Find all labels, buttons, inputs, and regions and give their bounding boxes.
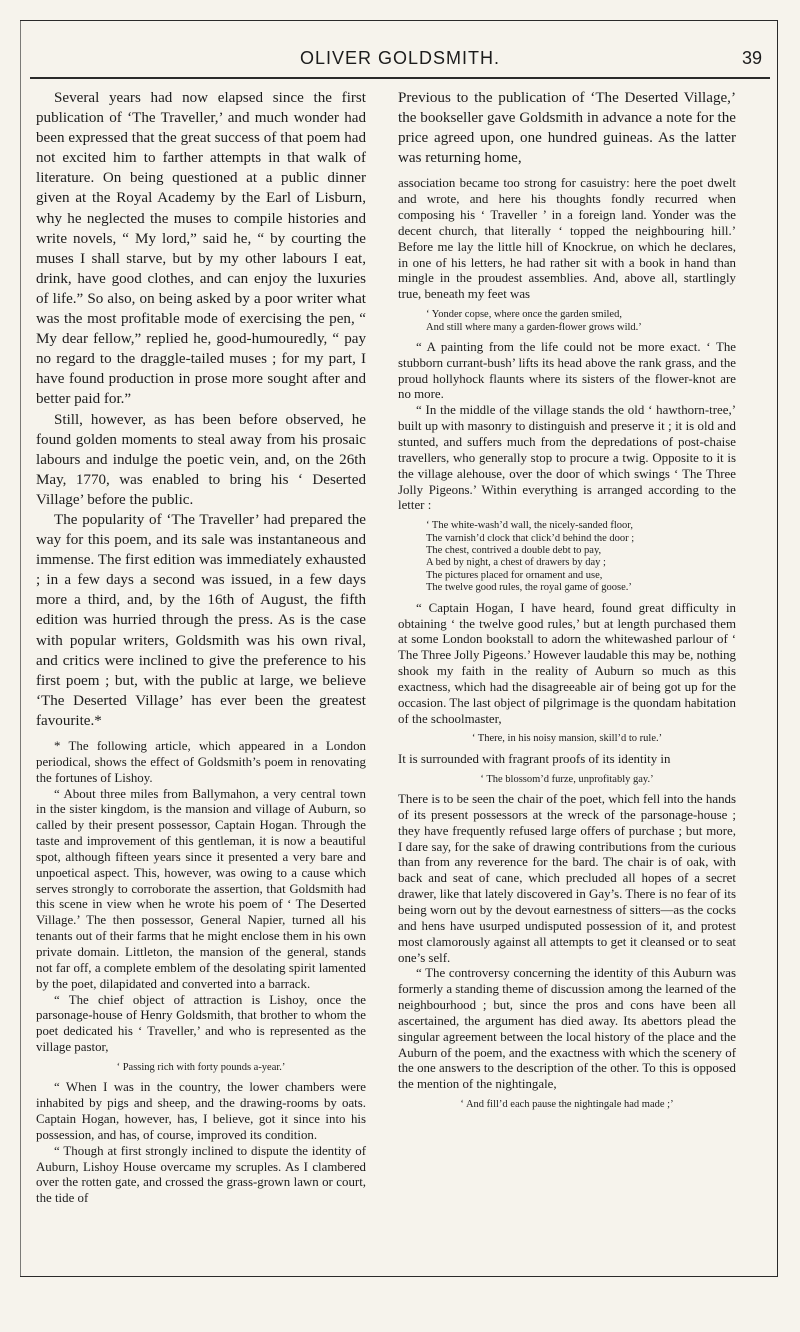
verse-line: And still where many a garden-flower grows wild.’ xyxy=(426,321,642,333)
footnote-paragraph: It is surrounded with fragrant proofs of its identity in xyxy=(398,751,671,766)
verse-quotation: ‘ Passing rich with forty pounds a-year.’ xyxy=(116,1061,286,1073)
verse-quotation xyxy=(426,520,736,594)
footnote-paragraph: association became too strong for casuistry: here the poet dwelt and wrote, and here his thoughts fondly recurred when composing his ‘ Traveller ’ in a foreign land. Yonder was the decent church, that literally ‘ topped the neighbouring hill.’ Before me lay the little hill of Knockrue, on which he declares, in one of his letters, he had rather sit with a book in hand than mingle in the proudest assemblies. And, above all, startlingly true, beneath my feet was xyxy=(398,176,736,302)
verse-line: A bed by night, a chest of drawers by day ; xyxy=(426,557,606,569)
verse-line: The pictures placed for ornament and use, xyxy=(426,569,603,581)
left-column xyxy=(36,88,366,1207)
footnote-paragraph: “ In the middle of the village stands the old ‘ hawthorn-tree,’ built up with masonry to distinguish and preserve it ; it is old and stunted, and suffers much from the depredations of post-chaise travellers, who generally stop to procure a twig. Opposite to it is the village alehouse, over the door of which swings ‘ The Three Jolly Pigeons.’ Within everything is arranged according to the letter : xyxy=(398,403,736,513)
page-number: 39 xyxy=(742,48,763,68)
verse-line: The chest, contrived a double debt to pay, xyxy=(426,545,602,557)
verse-line: ‘ The white-wash’d wall, the nicely-sanded floor, xyxy=(426,520,633,532)
footnote-paragraph: “ Though at first strongly inclined to dispute the identity of Auburn, Lishoy House overcame my scruples. As I clambered over the rotten gate, and crossed the grass-grown lawn or court, the tide of xyxy=(36,1143,366,1206)
verse-quotation: ‘ There, in his noisy mansion, skill’d to rule.’ xyxy=(471,733,663,745)
footnote-paragraph: * The following article, which appeared in a London periodical, shows the effect of Goldsmith’s poem in renovating the fortunes of Lishoy. xyxy=(36,739,366,785)
body-paragraph: Several years had now elapsed since the first publication of ‘The Traveller,’ and much wonder had been expressed that the great success of that poem had not excited him to farther attempts in that walk of literature. On being questioned at a public dinner given at the Royal Academy by the Earl of Lisburn, why he neglected the muses to compile histories and write novels, “ My lord,” said he, “ by courting the muses I shall starve, but by my other labours I eat, drink, have good clothes, and can enjoy the luxuries of life.” So also, on being asked by a poor writer what was the most profitable mode of exercising the pen, “ My dear fellow,” replied he, good-humouredly, “ pay no regard to the draggle-tailed muses ; for my part, I have found production in prose more sought after and better paid for.” xyxy=(36,90,366,408)
footnote-paragraph: “ When I was in the country, the lower chambers were inhabited by pigs and sheep, and the drawing-rooms by oats. Captain Hogan, however, has, I believe, got it since into his possession, and has, of course, improved its condition. xyxy=(36,1080,366,1142)
body-paragraph: Previous to the publication of ‘The Deserted Village,’ the bookseller gave Goldsmith in advance a note for the price agreed upon, one hundred guineas. As the latter was returning home, xyxy=(398,90,736,167)
running-title: OLIVER GOLDSMITH. xyxy=(299,48,501,68)
body-paragraph: Still, however, as has been before observed, he found golden moments to steal away from his prosaic labours and indulge the poetic vein, and, on the 26th May, 1770, was enabled to bring his ‘ Deserted Village’ before the public. xyxy=(36,411,366,508)
bottom-border-rule xyxy=(20,1276,778,1277)
footnote-paragraph: “ A painting from the life could not be more exact. ‘ The stubborn currant-bush’ lifts its head above the rank grass, and the proud hollyhock flaunts where its sisters of the flower-knot are no more. xyxy=(398,339,736,402)
left-border-rule xyxy=(20,20,21,1277)
verse-quotation xyxy=(426,309,736,334)
verse-line: ‘ Yonder copse, where once the garden smiled, xyxy=(426,309,622,321)
right-column xyxy=(398,88,736,1118)
footnote-paragraph: There is to be seen the chair of the poet, which fell into the hands of its present possessors at the wreck of the parsonage-house ; they have frequently refused large offers of purchase ; but more, I dare say, for the sake of drawing contributions from the curious than from any reverence for the bard. The chair is of oak, with back and seat of cane, which precluded all hopes of a secret drawer, like that lately discovered in Gay’s. There is no fear of its being worn out by the devout earnestness of sitters—as the cocks and hens have usurped undisputed possession of it, and protest most clamorously against all attempts to get it cleansed or to seat one’s self. xyxy=(398,792,736,965)
footnote-paragraph: “ Captain Hogan, I have heard, found great difficulty in obtaining ‘ the twelve good rules,’ but at length purchased them at some London bookstall to adorn the whitewashed parlour of ‘ The Three Jolly Pigeons.’ However laudable this may be, nothing shook my faith in the reality of Auburn so much as this exactness, which had the disagreeable air of being got up for the occasion. The last object of pilgrimage is the quondam habitation of the schoolmaster, xyxy=(398,600,736,726)
body-paragraph: The popularity of ‘The Traveller’ had prepared the way for this poem, and its sale was instantaneous and immense. The first edition was immediately exhausted ; in a few days a second was issued, in a few days more a third, and, by the 16th of August, the fifth edition was hurried through the press. As is the case with popular writers, Goldsmith was his own rival, and critics were inclined to give the preference to his first poem ; but, with the public at large, we believe ‘The Deserted Village’ has ever been the greatest favourite.* xyxy=(36,511,366,729)
footnote-paragraph: “ About three miles from Ballymahon, a very central town in the sister kingdom, is the mansion and village of Auburn, so called by their present possessor, Captain Hogan. Through the taste and improvement of this gentleman, it is now a beautiful spot, although fifteen years since it presented a very bare and unpoetical aspect. This, however, was owing to a cause which serves strongly to corroborate the assertion, that Goldsmith had this scene in view when he wrote his poem of ‘ The Deserted Village.’ The then possessor, General Napier, turned all his tenants out of their farms that he might enclose them in his own private domain. Littleton, the mansion of the general, stands not far off, a complete emblem of the desolating spirit lamented by the poet, dilapidated and converted into a barrack. xyxy=(36,786,366,991)
right-border-rule xyxy=(777,20,778,1277)
top-border-rule xyxy=(20,20,778,21)
verse-line: The varnish’d clock that click’d behind the door ; xyxy=(426,532,635,544)
verse-quotation: ‘ And fill’d each pause the nightingale had made ;’ xyxy=(460,1099,674,1111)
header-rule xyxy=(30,77,770,79)
verse-quotation: ‘ The blossom’d furze, unprofitably gay.’ xyxy=(480,773,654,785)
footnote-paragraph: “ The controversy concerning the identity of this Auburn was formerly a standing theme of discussion among the learned of the neighbourhood ; but, since the pros and cons have been all ascertained, the argument has died away. Its abettors plead the singular agreement between the local history of the place and the Auburn of the poem, and the exactness with which the scenery of the one answers to the description of the other. To this is opposed the mention of the nightingale, xyxy=(398,966,736,1092)
verse-line: The twelve good rules, the royal game of goose.’ xyxy=(426,582,632,594)
footnote-paragraph: “ The chief object of attraction is Lishoy, once the parsonage-house of Henry Goldsmith, that brother to whom the poet dedicated his ‘ Traveller,’ and who is represented as the village pastor, xyxy=(36,992,366,1055)
